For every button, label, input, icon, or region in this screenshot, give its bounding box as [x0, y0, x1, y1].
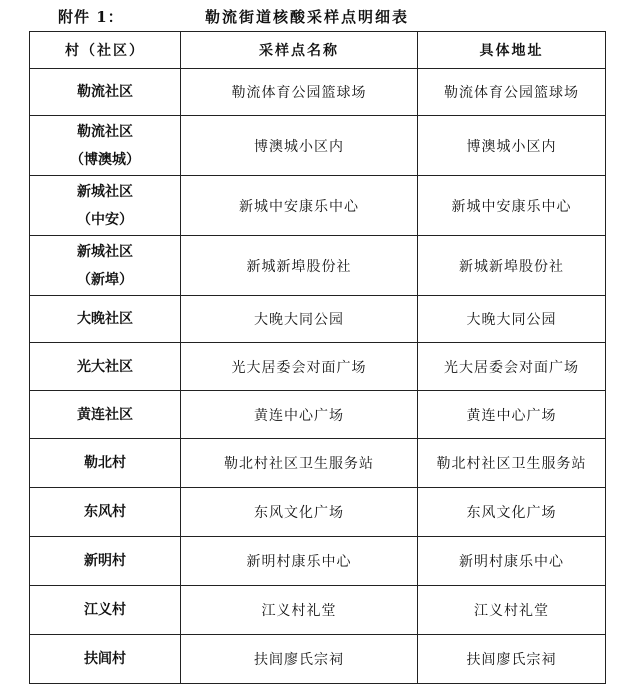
site-name-cell: 江义村礼堂 [181, 586, 418, 635]
table-row [30, 391, 606, 439]
sampling-sites-table [29, 31, 606, 684]
site-name-cell: 黄连中心广场 [181, 391, 418, 439]
village-cell [30, 343, 181, 391]
address-cell: 东风文化广场 [418, 488, 606, 537]
village-name-line: 新城社区 [77, 243, 133, 260]
site-name-cell: 博澳城小区内 [181, 116, 418, 176]
attachment-label: 附件 1： [58, 8, 124, 26]
site-name-cell: 新城中安康乐中心 [181, 176, 418, 236]
village-name-line: 新城社区 [77, 183, 133, 200]
village-cell [30, 116, 181, 176]
village-cell [30, 586, 181, 635]
site-name-cell: 大晚大同公园 [181, 296, 418, 343]
address-cell: 博澳城小区内 [418, 116, 606, 176]
table-row [30, 296, 606, 343]
table-row [30, 116, 606, 176]
table-row [30, 439, 606, 488]
table-row [30, 236, 606, 296]
site-name-cell: 东风文化广场 [181, 488, 418, 537]
address-cell: 新明村康乐中心 [418, 537, 606, 586]
document-header [0, 6, 631, 28]
table-row [30, 69, 606, 116]
village-name-line: 勒流社区 [77, 84, 133, 100]
village-name-line: （中安） [77, 211, 133, 228]
address-cell: 勒北村社区卫生服务站 [418, 439, 606, 488]
address-cell: 扶闾廖氏宗祠 [418, 635, 606, 684]
village-cell [30, 488, 181, 537]
table-body [30, 69, 606, 684]
village-name-line: 勒北村 [84, 455, 126, 471]
village-name-line: 扶闾村 [84, 651, 126, 667]
village-cell [30, 69, 181, 116]
address-cell: 光大居委会对面广场 [418, 343, 606, 391]
page-title: 勒流街道核酸采样点明细表 [205, 8, 410, 26]
village-name-line: 江义村 [84, 602, 126, 618]
village-cell [30, 176, 181, 236]
address-cell: 新城新埠股份社 [418, 236, 606, 296]
header-site-name: 采样点名称 [181, 32, 418, 69]
address-cell: 黄连中心广场 [418, 391, 606, 439]
header-village: 村（社区） [30, 32, 181, 69]
site-name-cell: 新明村康乐中心 [181, 537, 418, 586]
village-cell [30, 236, 181, 296]
address-cell: 新城中安康乐中心 [418, 176, 606, 236]
village-name-line: （博澳城） [70, 151, 140, 168]
village-cell [30, 537, 181, 586]
village-cell [30, 296, 181, 343]
address-cell: 勒流体育公园篮球场 [418, 69, 606, 116]
table-row [30, 176, 606, 236]
table-row [30, 635, 606, 684]
site-name-cell: 勒北村社区卫生服务站 [181, 439, 418, 488]
site-name-cell: 勒流体育公园篮球场 [181, 69, 418, 116]
village-name-line: （新埠） [77, 271, 133, 288]
table-row [30, 537, 606, 586]
site-name-cell: 新城新埠股份社 [181, 236, 418, 296]
village-name-line: 黄连社区 [77, 406, 133, 423]
address-cell: 江义村礼堂 [418, 586, 606, 635]
address-cell: 大晚大同公园 [418, 296, 606, 343]
village-name-line: 东风村 [84, 504, 126, 520]
table-row [30, 488, 606, 537]
site-name-cell: 光大居委会对面广场 [181, 343, 418, 391]
village-name-line: 勒流社区 [77, 123, 133, 140]
table-header-row [30, 32, 606, 69]
village-name-line: 新明村 [84, 553, 126, 569]
table-row [30, 586, 606, 635]
village-name-line: 大晚社区 [77, 311, 133, 327]
village-cell [30, 635, 181, 684]
village-name-line: 光大社区 [77, 358, 133, 375]
site-name-cell: 扶闾廖氏宗祠 [181, 635, 418, 684]
village-cell [30, 391, 181, 439]
header-address: 具体地址 [418, 32, 606, 69]
table-row [30, 343, 606, 391]
village-cell [30, 439, 181, 488]
